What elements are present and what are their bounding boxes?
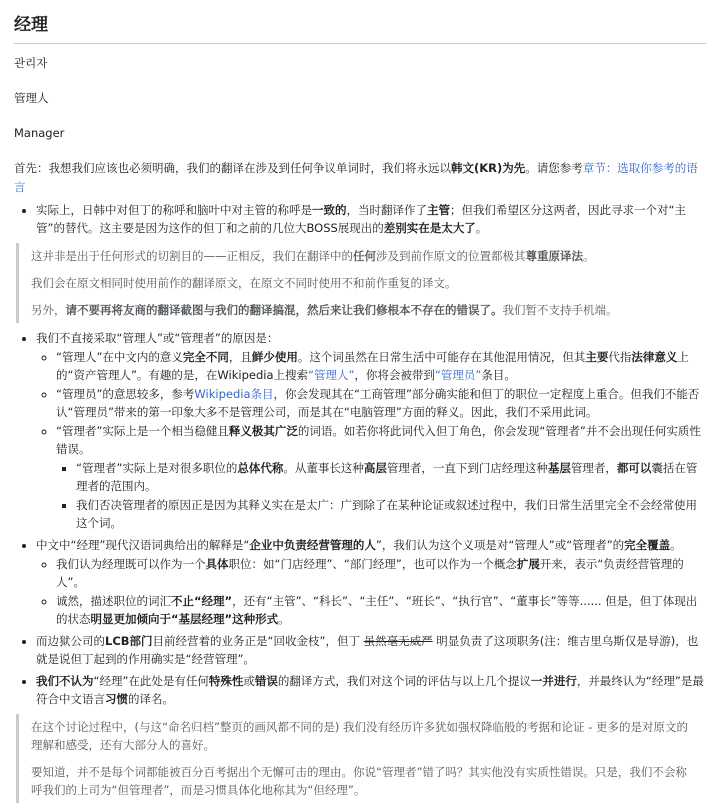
sub-list-item: ◦ 诚然，描述职位的词汇不止“经理”，还有“主管”、“科长”、“主任”、“班长”、“执行官”、“董事长”等等...... 但是，但丁体现出的状态明显更加倾向于“基层经理”这种形式。	[56, 592, 706, 628]
sub-sub-list	[56, 459, 706, 532]
sub-list-item: ◦ “管理人”在中文内的意义完全不同，且鲜少使用。这个词虽然在日常生活中可能存在其他混用情况，但其主要代指法律意义上的“资产管理人”。有趣的是，在Wikipedia上搜索“管理人”，你将会被带到“管理员”条目。	[56, 348, 706, 384]
blockquote	[16, 714, 706, 803]
sub-list-item: ◦ 我们认为经理既可以作为一个具体职位：如“门店经理”、“部门经理”，也可以作为一个概念扩展开来，表示“负责经营管理的人”。	[56, 555, 706, 591]
sub-sub-list-item: ▪ 我们否决管理者的原因正是因为其释义实在是太广：广到除了在某种论证或叙述过程中，我们日常生活里完全不会经常使用这个词。	[76, 496, 706, 532]
wiki-link-guanliyuan[interactable]: “管理员”	[434, 368, 482, 382]
list-item: • 实际上，日韩中对但丁的称呼和脑叶中对主管的称呼是一致的，当时翻译作了主管；但我们希望区分这两者，因此寻求一个对“主管”的替代。这主要是因为这作的但丁和之前的几位大BOSS展现出的差别实在是太大了。	[36, 201, 706, 237]
quote-paragraph: 这并非是出于任何形式的切割目的——正相反，我们在翻译中的任何涉及到前作原文的位置都极其尊重原译法。	[31, 249, 595, 263]
list-item: • 我们不直接采取“管理人”或“管理者”的原因是： ◦ “管理人”在中文内的意义完全不同，且鲜少使用。这个词虽然在日常生活中可能存在其他混用情况，但其主要代指法律意义上的“资产管理人”。有趣的是，在Wikipedia上搜索“管理人”，你将会被带到“管理员”条目。 ◦ “管理员”的意思较多，参考Wikipedia条目，你会发现其在“工商管理”部分确实能和但丁的职位一定程度上重合。但我们不能否认“管理员”带来的第一印象大多不是管理公司，而是其在“电脑管理”方面的释义。因此，我们不采用此词。 ◦ “管理者”实际上是一个相当稳健且释义极其广泛的词语。如若你将此词代入但丁角色，你会发现“管理者”并不会出现任何实质性错误。 ▪ “管理者”实际上是对很多职位的总体代称。从董事长这种高层管理者，一直下到门店经理这种基层管理者，都可以囊括在管理者的范围内。 ▪ 我们否决管理者的原因正是因为其释义实在是太广：广到除了在某种论证或叙述过程中，我们日常生活里完全不会经常使用这个词。	[36, 329, 706, 532]
sub-list	[36, 555, 706, 628]
quote-paragraph: 在这个讨论过程中，(与这“命名归档”整页的画风都不同的是) 我们没有经历许多犹如强权降临般的考据和论证 - 更多的是对原文的理解和感受，还有大部分人的喜好。	[31, 720, 688, 752]
quote-paragraph: 另外，请不要再将友商的翻译截图与我们的翻译搞混，然后来让我们修根本不存在的错误了。我们暂不支持手机端。	[31, 303, 618, 317]
sub-sub-list-item: ▪ “管理者”实际上是对很多职位的总体代称。从董事长这种高层管理者，一直下到门店经理这种基层管理者，都可以囊括在管理者的范围内。	[76, 459, 706, 495]
sub-list-item: ◦ “管理员”的意思较多，参考Wikipedia条目，你会发现其在“工商管理”部分确实能和但丁的职位一定程度上重合。但我们不能否认“管理员”带来的第一印象大多不是管理公司，而是其在“电脑管理”方面的释义。因此，我们不采用此词。	[56, 385, 706, 421]
sub-list	[36, 348, 706, 532]
sub-list-item: ◦ “管理者”实际上是一个相当稳健且释义极其广泛的词语。如若你将此词代入但丁角色，你会发现“管理者”并不会出现任何实质性错误。 ▪ “管理者”实际上是对很多职位的总体代称。从董事长这种高层管理者，一直下到门店经理这种基层管理者，都可以囊括在管理者的范围内。 ▪ 我们否决管理者的原因正是因为其释义实在是太广：广到除了在某种论证或叙述过程中，我们日常生活里完全不会经常使用这个词。	[56, 422, 706, 532]
strikethrough-text: 虽然毫无威严	[363, 634, 433, 648]
main-list	[14, 201, 706, 237]
wiki-link-guanliren[interactable]: “管理人”	[308, 368, 355, 382]
list-item: • 中文中“经理”现代汉语词典给出的解释是“企业中负责经营管理的人”，我们认为这个义项是对“管理人”或“管理者”的完全覆盖。 ◦ 我们认为经理既可以作为一个具体职位：如“门店经理”、“部门经理”，也可以作为一个概念扩展开来，表示“负责经营管理的人”。 ◦ 诚然，描述职位的词汇不止“经理”，还有“主管”、“科长”、“主任”、“班长”、“执行官”、“董事长”等等...... 但是，但丁体现出的状态明显更加倾向于“基层经理”这种形式。	[36, 536, 706, 628]
term-chinese: 管理人	[14, 91, 49, 105]
quote-paragraph: 我们会在原文相同时使用前作的翻译原文，在原文不同时使用不和前作重复的译文。	[31, 276, 457, 290]
main-list	[14, 329, 706, 708]
reference-language-link[interactable]: 章节：选取你参考的语言	[14, 161, 698, 194]
page-title: 经理	[14, 10, 706, 44]
quote-paragraph: 要知道，并不是每个词都能被百分百考据出个无懈可击的理由。你说“管理者”错了吗？其实他没有实质性错误。只是，我们不会称呼我们的上司为“但管理者”，而是习惯具体化地称其为“但经理”。	[31, 765, 687, 797]
intro-paragraph: 首先：我想我们应该也必须明确，我们的翻译在涉及到任何争议单词时，我们将永远以韩文(KR)为先。请您参考章节：选取你参考的语言	[14, 161, 698, 194]
term-korean: 관리자	[14, 56, 48, 70]
wiki-entry-link[interactable]: Wikipedia条目	[194, 387, 274, 401]
blockquote	[16, 243, 706, 323]
list-item: • 我们不认为“经理”在此处是有任何特殊性或错误的翻译方式，我们对这个词的评估与以上几个提议一并进行，并最终认为“经理”是最符合中文语言习惯的译名。	[36, 672, 706, 708]
term-english: Manager	[14, 126, 65, 140]
list-item: • 而边狱公司的LCB部门目前经营着的业务正是“回收金枝”，但丁 虽然毫无威严 明显负责了这项职务(注：维吉里乌斯仅是导游)，也就是说但丁起到的作用确实是“经营管理”。	[36, 632, 706, 668]
